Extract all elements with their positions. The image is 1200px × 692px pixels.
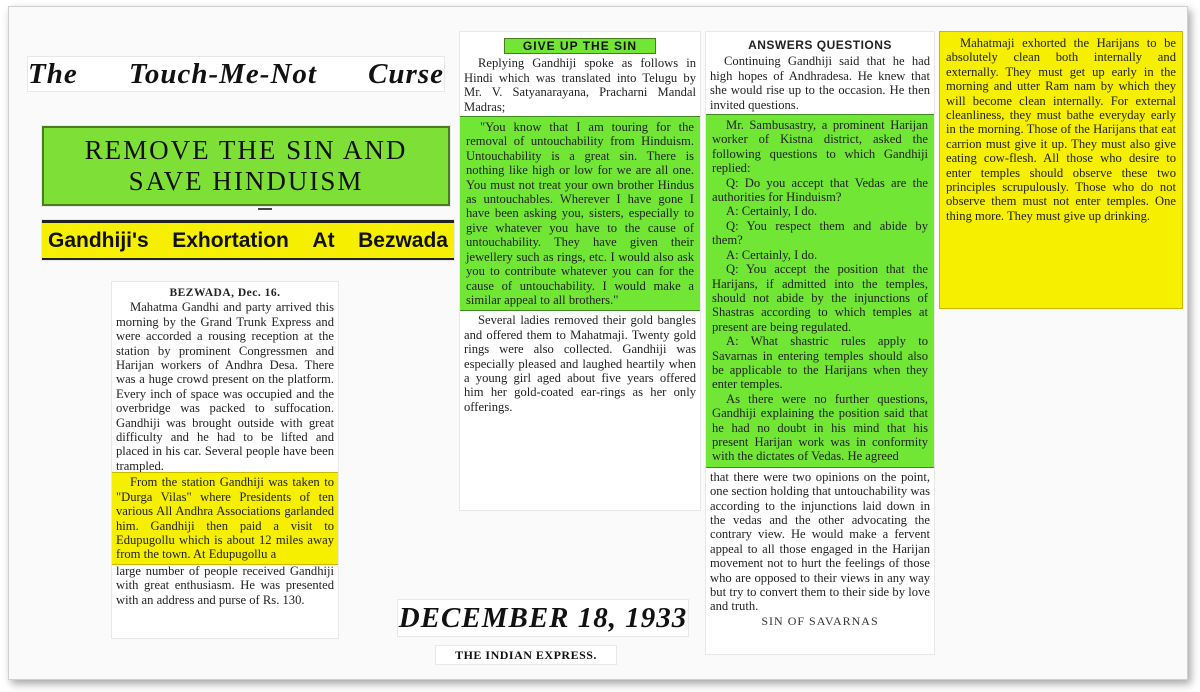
divider-mark xyxy=(258,208,272,214)
give-up-sin-column xyxy=(460,32,700,510)
article-paragraph: Several ladies removed their gold bangles and offered them to Mahatmaji. Twenty gold rings were also collected. Gandhiji was especially pleased and laughed heartily when a young girl aged about five years offered him her gold-coated ear-rings as her only offerings. xyxy=(464,313,696,414)
cut-off-subheading: SIN OF SAVARNAS xyxy=(761,613,879,628)
qa-line: Mr. Sambusastry, a prominent Harijan worker of Kistna district, asked the following questions to which Gandhiji replied: xyxy=(712,118,928,176)
answers-questions-column xyxy=(706,32,934,654)
headline-line-2: SAVE HINDUISM xyxy=(128,166,364,196)
qa-line: Q: You accept the position that the Harijans, if admitted into the temples, should not abide by the injunctions of Shastras according to which temples at present are being regulated. xyxy=(712,262,928,334)
qa-line: As there were no further questions, Gandhiji explaining the position said that he had no doubt in his mind that his present Harijan work was in conformity with the dictates of Vedas. He agreed xyxy=(712,391,928,464)
headline-word: The xyxy=(28,57,78,90)
headline-line-1: REMOVE THE SIN AND xyxy=(84,135,408,165)
headline-word: Curse xyxy=(368,57,444,90)
headline-word: Touch-Me-Not xyxy=(128,57,317,90)
article-paragraph: large number of people received Gandhiji with great enthusiasm. He was presented with an address and purse of Rs. 130. xyxy=(116,563,334,607)
exhort-harijans-column xyxy=(940,32,1182,308)
article-paragraph: that there were two opinions on the point, one section holding that untouchability was according to the injunctions laid down in the vedas and the other advocating the contrary view. He would make a fervent appeal to all those engaged in the Harijan movement not to hurt the feelings of those who are opposed to their views in any way but try to convert them to their side by love and truth. xyxy=(710,469,930,614)
green-highlight-block xyxy=(460,117,700,310)
qa-line: A: Certainly, I do. xyxy=(726,247,818,262)
article-paragraph: Replying Gandhiji spoke as follows in Hindi which was translated into Telugu by Mr. V. Satyanarayana, Pracharni Mandal Madras; xyxy=(464,56,696,114)
article-paragraph: From the station Gandhiji was taken to "Durga Vilas" where Presidents of ten various All Andhra Associations garlanded him. Gandhiji then paid a visit to Edupugollu which is about 12 miles away from the town. At Edupugollu a xyxy=(116,475,334,562)
headline-word: Gandhiji's xyxy=(48,228,149,252)
article-paragraph: Continuing Gandhiji said that he had high hopes of Andhradesa. He knew that she would rise up to the occasion. He then invited questions. xyxy=(710,54,930,112)
subheading: ANSWERS QUESTIONS xyxy=(748,38,892,52)
qa-line: A: What shastric rules apply to Savarnas in entering temples should also be applicable to the Harijans when they enter temples. xyxy=(712,334,928,392)
headline-word: At xyxy=(312,228,335,252)
qa-line: Q: You respect them and abide by them? xyxy=(712,218,928,248)
touch-me-not-headline xyxy=(28,57,444,91)
yellow-highlight-block xyxy=(112,473,338,563)
qa-line: A: Certainly, I do. xyxy=(726,204,818,219)
exhortation-headline xyxy=(42,220,454,260)
quote-paragraph: "You know that I am touring for the removal of untouchability from Hinduism. Untouchability is a great sin. There is nothing like high or low for we are all one. You must not treat your own brother Hindus as untouchables. Wherever I have gone I have been asking you, sisters, especially to give whatever you have to the cause of untouchability. They have given their jewellery such as rings, etc. I would also ask you to contribute whatever you can for the cause of untouchability. I would make a similar appeal to all brothers." xyxy=(466,120,694,307)
bezwada-article-column xyxy=(112,282,338,638)
newspaper-name: THE INDIAN EXPRESS. xyxy=(436,646,616,664)
green-highlight-block xyxy=(706,115,934,467)
dateline: BEZWADA, Dec. 16. xyxy=(169,287,281,299)
headline-word: Exhortation xyxy=(172,228,289,252)
qa-line: Q: Do you accept that Vedas are the authorities for Hinduism? xyxy=(712,175,928,205)
headline-word: Bezwada xyxy=(358,228,448,252)
article-paragraph: Mahatma Gandhi and party arrived this morning by the Grand Trunk Express and were accorded a rousing reception at the station by prominent Congressmen and Harijan workers of Andhra Desa. There was a huge crowd present on the platform. Every inch of space was occupied and the overbridge was packed to suffocation. Gandhiji was brought outside with great difficulty and he had to be lifted and placed in his car. Several people have been trampled. xyxy=(116,300,334,473)
article-paragraph: Mahatmaji exhorted the Harijans to be absolutely clean both internally and externally. They must get up early in the morning and utter Ram nam by which they will become clean internally. For external cleanliness, they must bathe everyday early in the morning. Those of the Harijans that eat carrion must give it up. They must also give eating cow-flesh. All those who desire to enter temples should observe these two principles scrupulously. Those who do not observe them must not enter temples. One thing more. They must give up drinking. xyxy=(946,36,1176,223)
subheading: GIVE UP THE SIN xyxy=(504,38,656,54)
masthead-date: DECEMBER 18, 1933 xyxy=(398,600,688,636)
remove-sin-headline xyxy=(42,126,450,206)
